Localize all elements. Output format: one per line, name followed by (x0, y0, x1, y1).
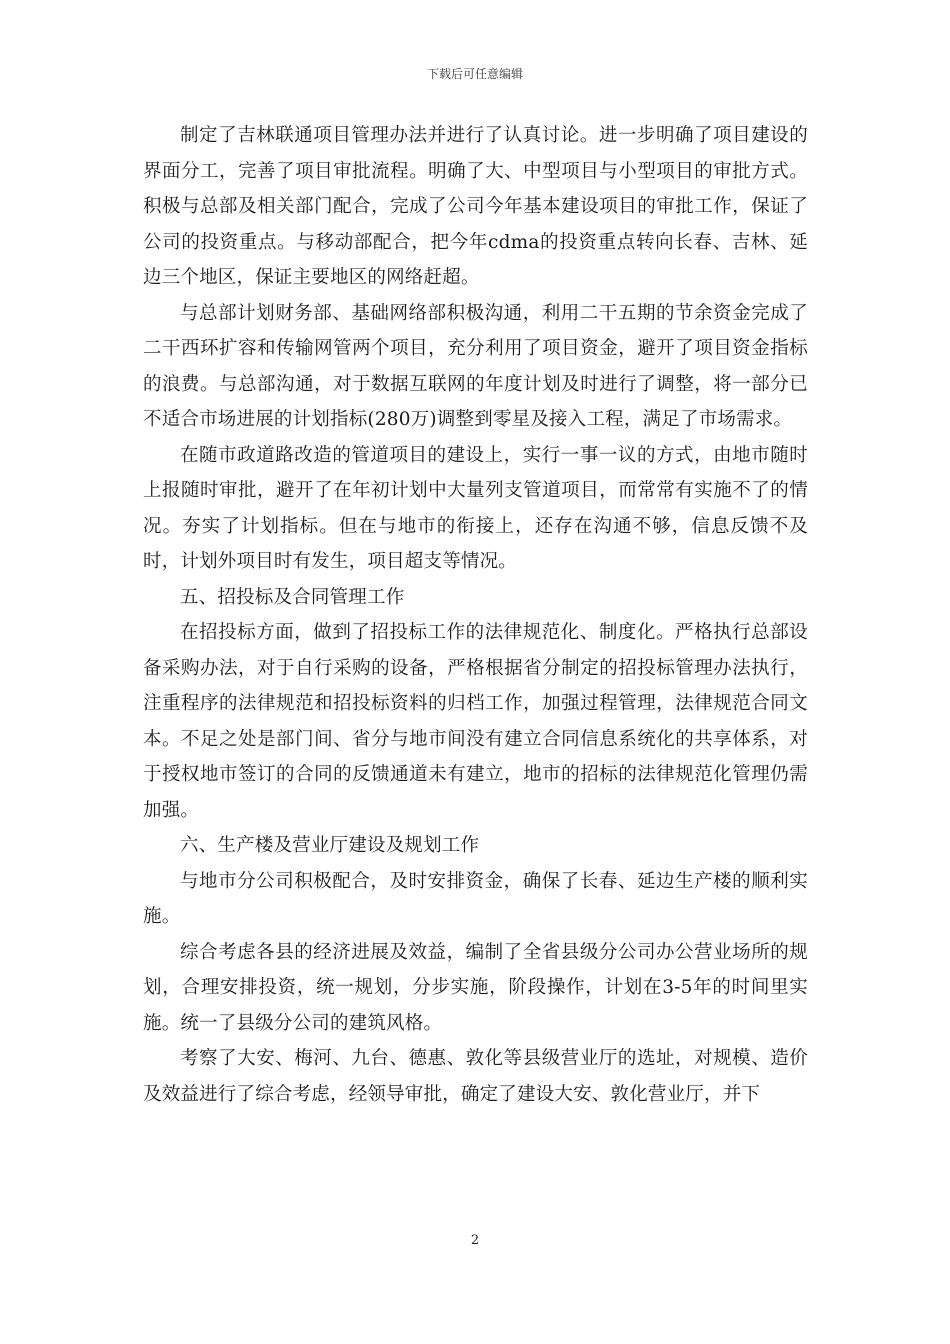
page-header: 下载后可任意编辑 (426, 67, 523, 81)
section-heading: 六、生产楼及营业厅建设及规划工作 (180, 835, 480, 856)
paragraph: 与总部计划财务部、基础网络部积极沟通，利用二干五期的节余资金完成了二干西环扩容和传输网管两个项目，充分利用了项目资金，避开了项目资金指标的浪费。与总部沟通，对于数据互联网的年度计划及时进行了调整，将一部分已不适合市场进展的计划指标(280万)调整到零星及接入工程，满足了市场需求。 (143, 302, 808, 430)
paragraph: 在招投标方面，做到了招投标工作的法律规范化、制度化。严格执行总部设备采购办法，对于自行采购的设备，严格根据省分制定的招投标管理办法执行，注重程序的法律规范和招投标资料的归档工作，加强过程管理，法律规范合同文本。不足之处是部门间、省分与地市间没有建立合同信息系统化的共享体系，对于授权地市签订的合同的反馈通道未有建立，地市的招标的法律规范化管理仍需加强。 (143, 622, 808, 821)
paragraph: 在随市政道路改造的管道项目的建设上，实行一事一议的方式，由地市随时上报随时审批，避开了在年初计划中大量列支管道项目，而常常有实施不了的情况。夯实了计划指标。但在与地市的衔接上，还存在沟通不够，信息反馈不及时，计划外项目时有发生，项目超支等情况。 (143, 444, 808, 572)
section-heading: 五、招投标及合同管理工作 (180, 586, 405, 608)
page-number: 2 (470, 1233, 480, 1248)
paragraph: 考察了大安、梅河、九台、德惠、敦化等县级营业厅的选址，对规模、造价及效益进行了综合考虑，经领导审批，确定了建设大安、敦化营业厅，并下 (143, 1048, 808, 1105)
paragraph: 制定了吉林联通项目管理办法并进行了认真讨论。进一步明确了项目建设的界面分工，完善了项目审批流程。明确了大、中型项目与小型项目的审批方式。积极与总部及相关部门配合，完成了公司今年基本建设项目的审批工作，保证了公司的投资重点。与移动部配合，把今年cdma的投资重点转向长春、吉林、延边三个地区，保证主要地区的网络赶超。 (143, 125, 808, 288)
paragraph: 综合考虑各县的经济进展及效益，编制了全省县级分公司办公营业场所的规划，合理安排投资，统一规划，分步实施，阶段操作，计划在3-5年的时间里实施。统一了县级分公司的建筑风格。 (143, 941, 808, 1034)
paragraph: 与地市分公司积极配合，及时安排资金，确保了长春、延边生产楼的顺利实施。 (143, 870, 808, 927)
document-body (143, 118, 808, 1112)
